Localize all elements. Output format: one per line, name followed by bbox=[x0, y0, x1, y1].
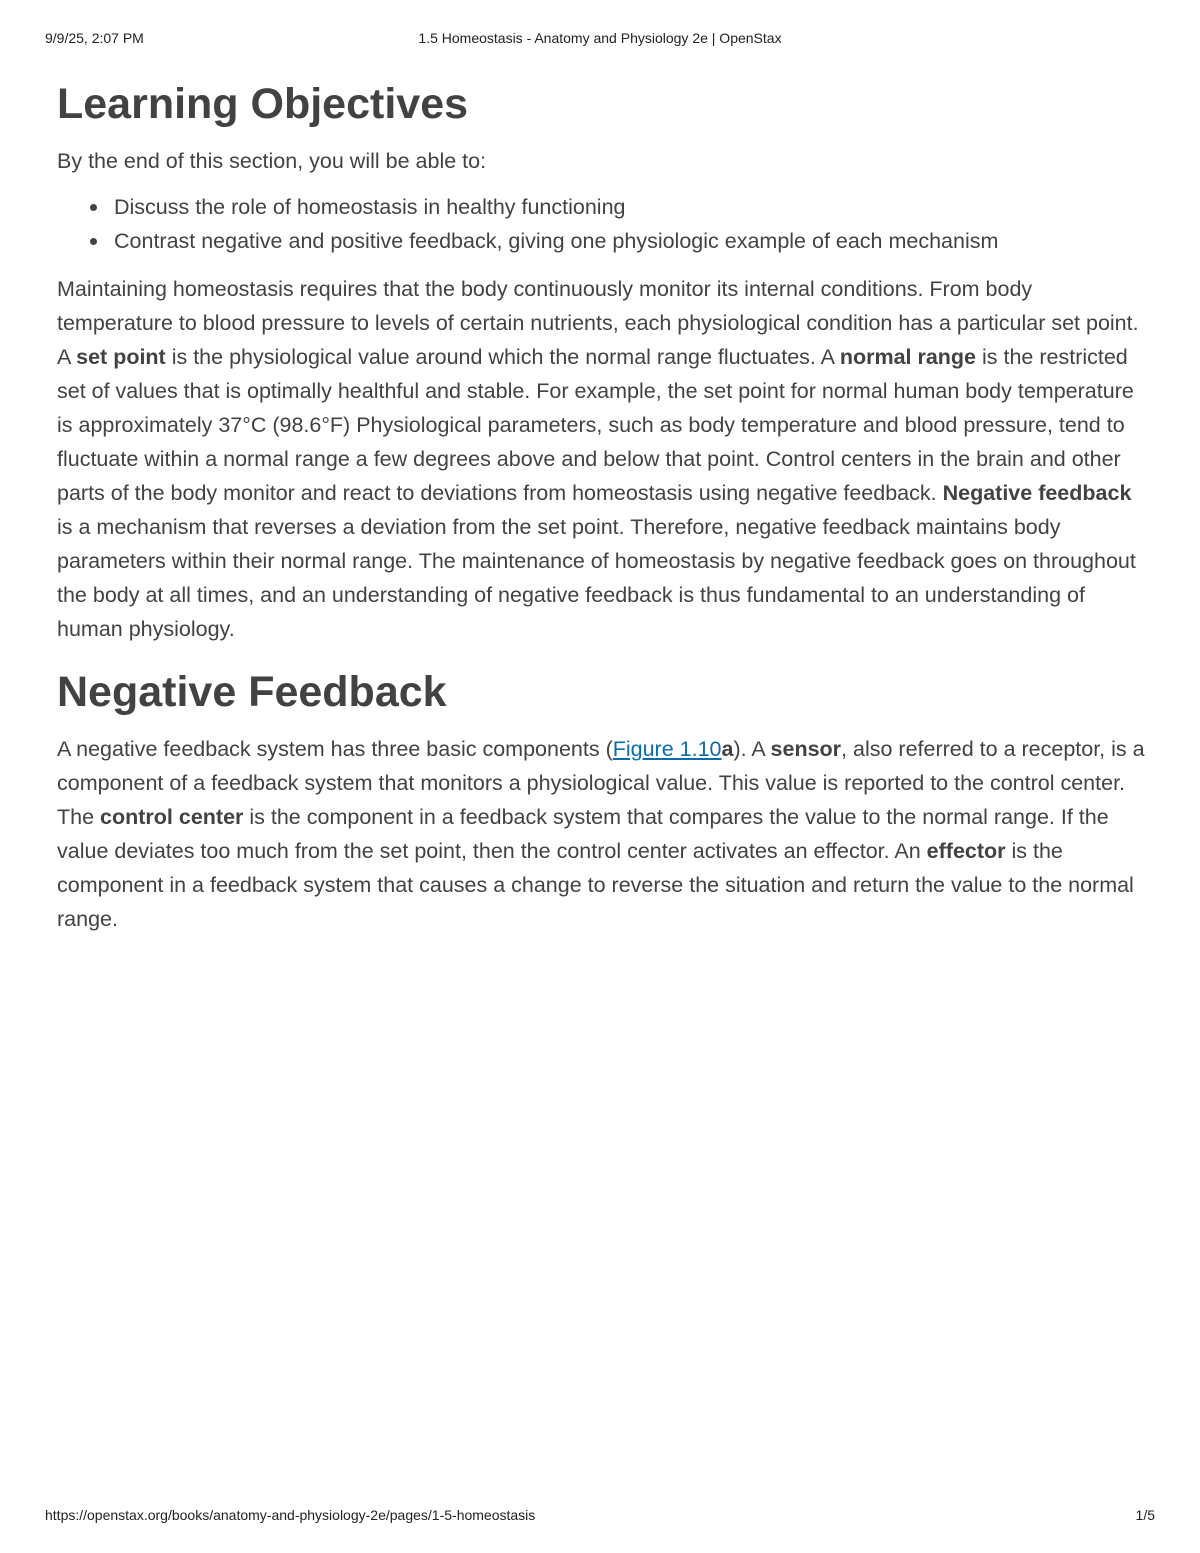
term-set-point: set point bbox=[76, 345, 166, 369]
paragraph-text: , also referred to a receptor, is a component of a feedback system that monitors a physiological value. This value is reported to the control center. The bbox=[57, 737, 1145, 829]
page-content bbox=[57, 76, 1147, 936]
paragraph-text: is the physiological value around which the normal range fluctuates. A bbox=[165, 345, 840, 369]
print-header bbox=[45, 30, 1155, 50]
figure-1-10-link[interactable]: Figure 1.10 bbox=[612, 737, 722, 761]
negative-feedback-heading: Negative Feedback bbox=[57, 668, 447, 716]
paragraph-text: is the restricted set of values that is optimally healthful and stable. For example, the set point for normal human body temperature is approximately 37°C (98.6°F) Physiological parameters, such as body temperature and blood pressure, tend to fluctuate within a normal range a few degrees above and below that point. Control centers in the brain and other parts of the body monitor and react to deviations from homeostasis using negative feedback. bbox=[57, 345, 1134, 505]
print-page-number: 1/5 bbox=[1135, 1507, 1155, 1523]
learning-objectives-intro: By the end of this section, you will be able to: bbox=[57, 149, 487, 173]
learning-objectives-list bbox=[57, 190, 1147, 258]
term-control-center: control center bbox=[100, 805, 244, 829]
term-negative-feedback: Negative feedback bbox=[942, 481, 1132, 505]
print-document-title: 1.5 Homeostasis - Anatomy and Physiology 2e | OpenStax bbox=[418, 30, 782, 46]
term-normal-range: normal range bbox=[839, 345, 977, 369]
figure-panel-letter: a bbox=[721, 737, 734, 761]
print-datetime: 9/9/25, 2:07 PM bbox=[45, 30, 144, 46]
paragraph-text: A negative feedback system has three basic components ( bbox=[57, 737, 613, 761]
list-item: Discuss the role of homeostasis in healthy functioning bbox=[114, 190, 1147, 224]
negative-feedback-paragraph bbox=[57, 732, 1147, 936]
paragraph-text: ). A bbox=[733, 737, 771, 761]
print-page-url: https://openstax.org/books/anatomy-and-physiology-2e/pages/1-5-homeostasis bbox=[45, 1507, 536, 1523]
homeostasis-paragraph bbox=[57, 272, 1147, 646]
paragraph-text: is the component in a feedback system that compares the value to the normal range. If the value deviates too much from the set point, then the control center activates an effector. An bbox=[57, 805, 1109, 863]
paragraph-text: Maintaining homeostasis requires that the body continuously monitor its internal conditions. From body temperature to blood pressure to levels of certain nutrients, each physiological condition has a particular set point. A bbox=[57, 277, 1139, 369]
term-effector: effector bbox=[926, 839, 1006, 863]
paragraph-text: is a mechanism that reverses a deviation from the set point. Therefore, negative feedback maintains body parameters within their normal range. The maintenance of homeostasis by negative feedback goes on throughout the body at all times, and an understanding of negative feedback is thus fundamental to an understanding of human physiology. bbox=[57, 515, 1136, 641]
learning-objectives-heading: Learning Objectives bbox=[57, 80, 469, 128]
term-sensor: sensor bbox=[770, 737, 842, 761]
paragraph-text: is the component in a feedback system that causes a change to reverse the situation and return the value to the normal range. bbox=[57, 839, 1134, 931]
print-footer bbox=[45, 1507, 1155, 1527]
list-item: Contrast negative and positive feedback, giving one physiologic example of each mechanism bbox=[114, 224, 1147, 258]
